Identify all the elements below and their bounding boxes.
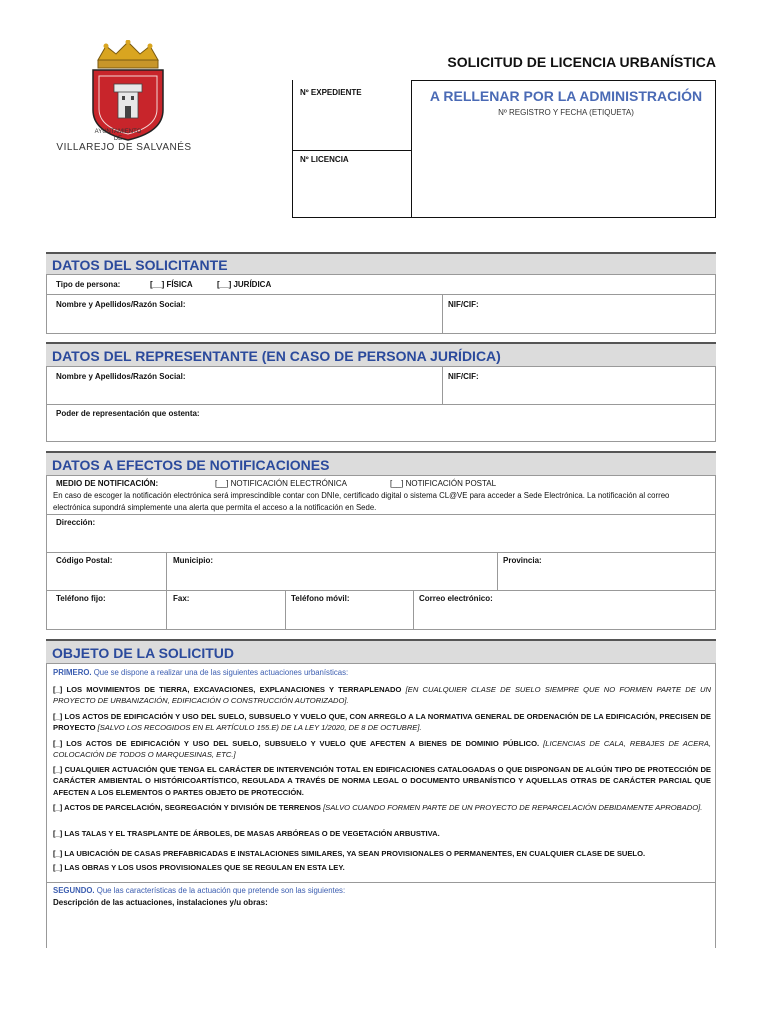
- admin-box-top-border-right: [411, 80, 716, 81]
- descripcion-actuaciones-field[interactable]: Descripción de las actuaciones, instalaciones y/u obras:: [53, 898, 268, 907]
- option-obras-provisionales[interactable]: [53, 862, 711, 873]
- town-hall-caption: AYUNTAMIENTO DE: [94, 129, 142, 142]
- codigo-postal-field[interactable]: Código Postal:: [56, 556, 113, 565]
- solicitante-nif-field[interactable]: NIF/CIF:: [448, 300, 479, 309]
- admin-box-bottom-border: [292, 217, 716, 218]
- option-main: [_] CUALQUIER ACTUACIÓN QUE TENGA EL CARÁCTER DE INTERVENCIÓN TOTAL EN EDIFICACIONES CATALOGADAS O QUE DISPONGAN DE ALGÚN TIPO DE PROTECCIÓN DE CARÁCTER AMBIENTAL O HISTÓRICOARTÍSTICO, REGULADA A TRAVÉS DE NORMA LEGAL O DOCUMENTO URBANÍSTICO Y AQUELLAS OTRAS DE CARÁCTER PARCIAL QUE AFECTEN A LOS ELEMENTOS O PARTES OBJETO DE PROTECCIÓN.: [53, 765, 711, 797]
- option-talas-arboles[interactable]: [53, 828, 711, 839]
- fax-field[interactable]: Fax:: [173, 594, 190, 603]
- option-main: [_] LOS ACTOS DE EDIFICACIÓN Y USO DEL SUELO, SUBSUELO Y VUELO QUE, CON ARREGLO A LA NORMATIVA GENERAL DE ORDENACIÓN DE LA EDIFICACIÓN, PRECISEN DE PROYECTO: [53, 712, 711, 733]
- provincia-field[interactable]: Provincia:: [503, 556, 542, 565]
- section-objeto-heading: OBJETO DE LA SOLICITUD: [46, 639, 716, 663]
- expediente-label: Nº EXPEDIENTE: [300, 88, 362, 97]
- primero-label: PRIMERO.: [53, 668, 92, 677]
- option-edificaciones-catalogadas[interactable]: [53, 764, 711, 798]
- municipio-field[interactable]: Municipio:: [173, 556, 213, 565]
- representante-nif-divider: [442, 366, 443, 404]
- section-notificaciones-heading: DATOS A EFECTOS DE NOTIFICACIONES: [46, 451, 716, 475]
- nif-divider: [442, 294, 443, 334]
- representante-divider: [46, 404, 716, 405]
- notificacion-electronica-note: En caso de escoger la notificación electrónica será imprescindible contar con DNIe, certificado digital o sistema CL@VE para acceder a Sede Electrónica. La notificación al correo electrónica supondrá simplemente una alerta que permita el acceso a la notificación en Sede.: [53, 491, 670, 512]
- segundo-label: SEGUNDO.: [53, 886, 95, 895]
- fax-divider: [285, 590, 286, 630]
- option-note: [EN CUALQUIER CLASE DE SUELO SIEMPRE QUE NO FORMEN PARTE DE UN PROYECTO DE URBANIZACIÓN, EDIFICACIÓN O CONSTRUCCIÓN AUTORIZADO].: [53, 685, 711, 706]
- juridica-checkbox[interactable]: [__] JURÍDICA: [217, 280, 272, 289]
- segundo-text: Que las características de la actuación que pretende son las siguientes:: [96, 886, 346, 895]
- option-note: [SALVO CUANDO FORMEN PARTE DE UN PROYECTO DE REPARCELACIÓN DEBIDAMENTE APROBADO].: [323, 803, 703, 812]
- option-actos-edificacion[interactable]: [53, 711, 711, 734]
- option-note: [SALVO LOS RECOGIDOS EN EL ARTÍCULO 155.E) DE LA LEY 1/2020, DE 8 DE OCTUBRE].: [97, 723, 422, 733]
- telefono-movil-field[interactable]: Teléfono móvil:: [291, 594, 350, 603]
- option-main: [_] LOS ACTOS DE EDIFICACIÓN Y USO DEL SUELO, SUBSUELO Y VUELO QUE AFECTEN A BIENES DE DOMINIO PÚBLICO.: [53, 739, 540, 748]
- direccion-divider: [46, 552, 716, 553]
- medio-notificacion-label: MEDIO DE NOTIFICACIÓN:: [56, 479, 159, 488]
- representante-nif-field[interactable]: NIF/CIF:: [448, 372, 479, 381]
- option-casas-prefabricadas[interactable]: [53, 848, 711, 859]
- notificacion-postal-checkbox[interactable]: [__] NOTIFICACIÓN POSTAL: [390, 479, 497, 488]
- fisica-checkbox[interactable]: [__] FÍSICA: [150, 280, 193, 289]
- town-name: VILLAREJO DE SALVANÉS: [56, 142, 192, 153]
- primero-text: Que se dispone a realizar una de las siguientes actuaciones urbanísticas:: [93, 668, 349, 677]
- segundo-divider: [46, 882, 716, 883]
- section-representante-heading: DATOS DEL REPRESENTANTE (EN CASO DE PERSONA JURÍDICA): [46, 342, 716, 366]
- tipo-persona-label: Tipo de persona:: [56, 280, 121, 289]
- solicitante-divider: [46, 294, 716, 295]
- option-main: [_] ACTOS DE PARCELACIÓN, SEGREGACIÓN Y DIVISIÓN DE TERRENOS: [53, 803, 321, 812]
- admin-box-left-border: [292, 80, 293, 218]
- nota-divider: [46, 514, 716, 515]
- licencia-label: Nº LICENCIA: [300, 155, 349, 164]
- option-note: [LICENCIAS DE CALA, REBAJES DE ACERA, COLOCACIÓN DE TODOS O MARQUESINAS, ETC.]: [53, 739, 711, 760]
- option-main: [_] LOS MOVIMIENTOS DE TIERRA, EXCAVACIONES, EXPLANACIONES Y TERRAPLENADO: [53, 685, 402, 694]
- option-main: [_] LAS OBRAS Y LOS USOS PROVISIONALES QUE SE REGULAN EN ESTA LEY.: [53, 863, 345, 872]
- admin-box-divider: [411, 80, 412, 218]
- option-main: [_] LAS TALAS Y EL TRASPLANTE DE ÁRBOLES, DE MASAS ARBÓREAS O DE VEGETACIÓN ARBUSTIVA.: [53, 829, 440, 838]
- telefono-fijo-field[interactable]: Teléfono fijo:: [56, 594, 106, 603]
- option-movimientos-tierra[interactable]: [53, 684, 711, 707]
- option-main: [_] LA UBICACIÓN DE CASAS PREFABRICADAS E INSTALACIONES SIMILARES, YA SEAN PROVISIONALES O PERMANENTES, EN CUALQUIER CLASE DE SUELO.: [53, 849, 646, 858]
- municipio-divider: [497, 552, 498, 590]
- direccion-field[interactable]: Dirección:: [56, 518, 96, 527]
- option-dominio-publico[interactable]: [53, 738, 711, 761]
- poder-representacion-field[interactable]: Poder de representación que ostenta:: [56, 409, 200, 418]
- registro-fecha-label: Nº REGISTRO Y FECHA (ETIQUETA): [498, 108, 634, 117]
- option-parcelacion[interactable]: [53, 802, 711, 813]
- municipio-row-divider: [46, 590, 716, 591]
- section-solicitante-heading: DATOS DEL SOLICITANTE: [46, 252, 716, 274]
- expediente-underline: [292, 150, 411, 151]
- document-title: SOLICITUD DE LICENCIA URBANÍSTICA: [447, 54, 716, 70]
- correo-electronico-field[interactable]: Correo electrónico:: [419, 594, 493, 603]
- admin-heading: A RELLENAR POR LA ADMINISTRACIÓN: [429, 88, 703, 104]
- cp-divider: [166, 552, 167, 630]
- movil-divider: [413, 590, 414, 630]
- primero-line: [53, 668, 348, 677]
- representante-nombre-field[interactable]: Nombre y Apellidos/Razón Social:: [56, 372, 186, 381]
- notificacion-electronica-checkbox[interactable]: [__] NOTIFICACIÓN ELECTRÓNICA: [215, 479, 348, 488]
- segundo-line: [53, 886, 345, 895]
- solicitante-nombre-field[interactable]: Nombre y Apellidos/Razón Social:: [56, 300, 186, 309]
